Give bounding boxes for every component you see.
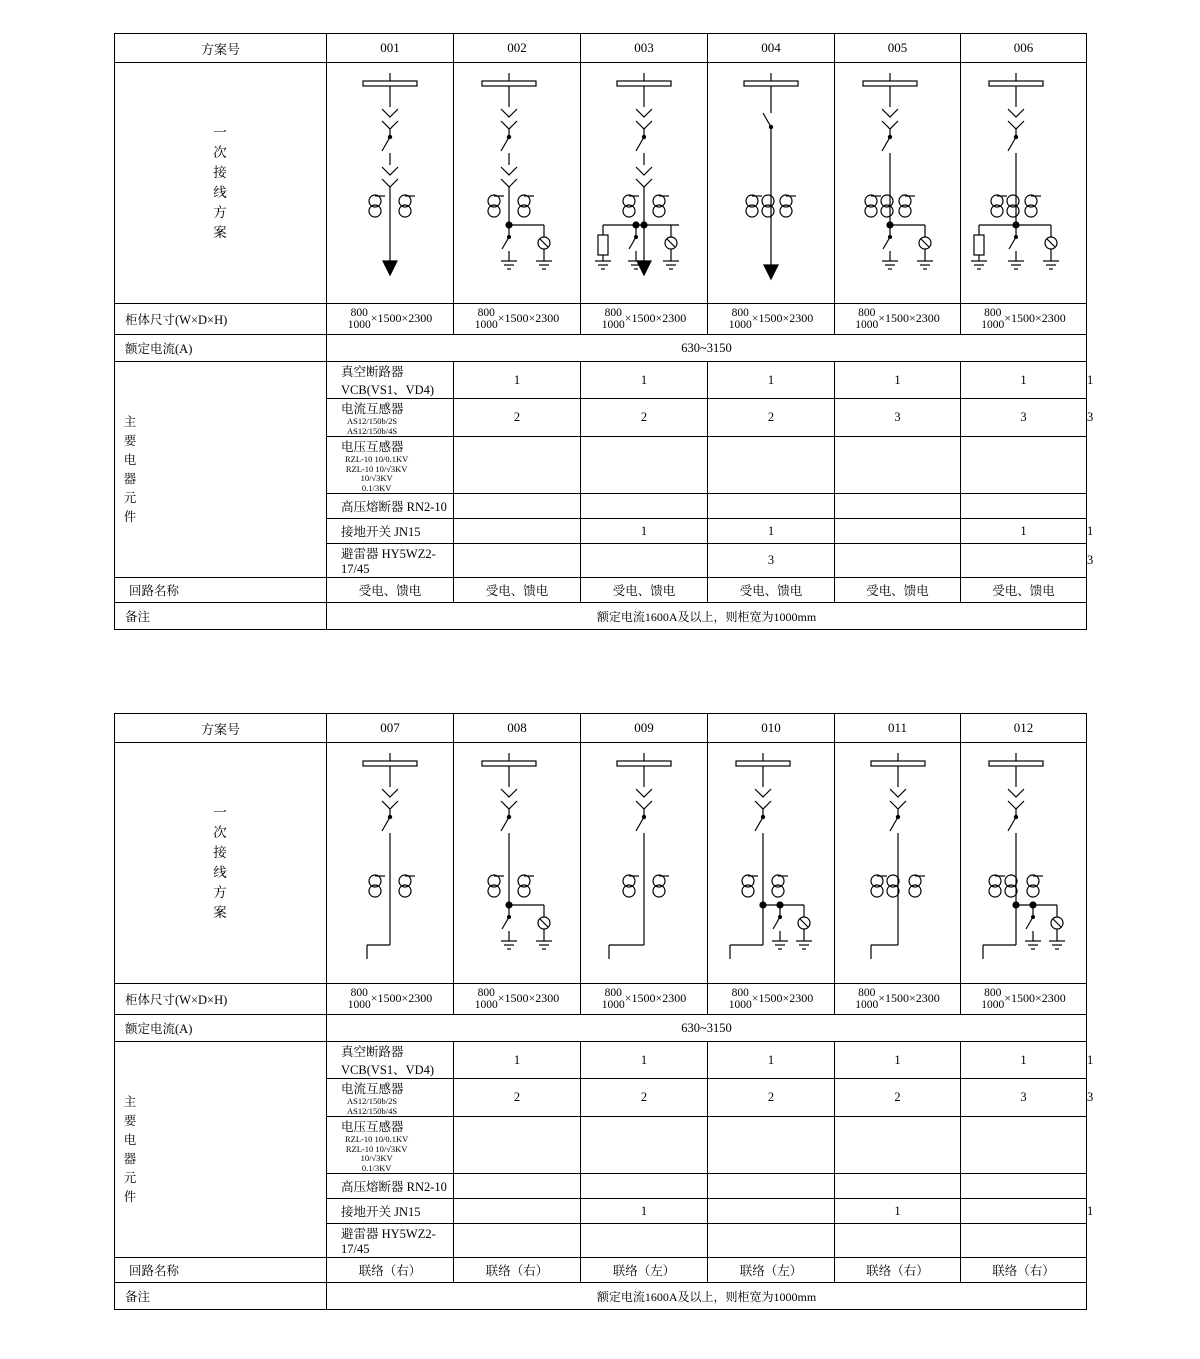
- component-value: [581, 437, 708, 494]
- wiring-diagram-002: [454, 63, 581, 304]
- diagram-label-char: 线: [213, 185, 228, 200]
- size-label: 柜体尺寸(W×D×H): [115, 984, 327, 1015]
- component-value: [454, 494, 581, 519]
- size-value: 800 1000 ×1500×2300: [708, 984, 835, 1015]
- component-name: 真空断路器VCB(VS1、VD4): [327, 1042, 454, 1079]
- table-row-component: 主 要 电 器 元 件 真空断路器VCB(VS1、VD4) 1 1 1 1 1 1: [115, 1042, 1087, 1079]
- component-value: [961, 1199, 1087, 1224]
- circuit-value: 受电、馈电: [581, 578, 708, 603]
- remark-value: 额定电流1600A及以上，则柜宽为1000mm: [327, 603, 1087, 630]
- component-value: [708, 1174, 835, 1199]
- component-value: 2: [835, 1079, 961, 1117]
- circuit-value: 联络（左）: [581, 1258, 708, 1283]
- component-value: [454, 1224, 581, 1258]
- component-value: [961, 437, 1087, 494]
- component-value: 1: [454, 1042, 581, 1079]
- component-value: [961, 1174, 1087, 1199]
- component-value: 1: [835, 1042, 961, 1079]
- circuit-value: 联络（左）: [708, 1258, 835, 1283]
- component-value: [454, 1199, 581, 1224]
- size-label: 柜体尺寸(W×D×H): [115, 304, 327, 335]
- table-row-diagrams: [115, 63, 1087, 304]
- component-value: 1: [835, 1199, 961, 1224]
- component-name: 真空断路器VCB(VS1、VD4): [327, 362, 454, 399]
- circuit-value: 联络（右）: [961, 1258, 1087, 1283]
- table-1: [114, 33, 1094, 630]
- component-value: [454, 519, 581, 544]
- diagram-label-char: 接: [213, 165, 228, 180]
- remark-label: 备注: [115, 603, 327, 630]
- component-value: [835, 519, 961, 544]
- component-value: 3: [961, 399, 1087, 437]
- component-name: 电压互感器RZL-10 10/0.1KV RZL-10 10/√3KV 10/√3KV 0.1/3KV: [327, 1117, 454, 1174]
- table-row: [115, 714, 1087, 743]
- circuit-value: 受电、馈电: [835, 578, 961, 603]
- component-value: [454, 544, 581, 578]
- size-value: 800 1000 ×1500×2300: [708, 304, 835, 335]
- component-value: 1: [581, 1199, 708, 1224]
- size-value: 800 1000 ×1500×2300: [835, 304, 961, 335]
- table-2: [114, 713, 1094, 1310]
- component-value: [835, 494, 961, 519]
- circuit-label: 回路名称: [115, 578, 327, 603]
- component-value: [835, 1117, 961, 1174]
- wiring-diagram-006: [961, 63, 1087, 304]
- scheme-number: 005: [835, 34, 961, 63]
- wiring-diagram-012: [961, 743, 1087, 984]
- component-value: [835, 1224, 961, 1258]
- component-value: 3: [961, 1079, 1087, 1117]
- table-row-remark: [115, 1283, 1087, 1310]
- diagram-label-char: 一: [213, 805, 228, 820]
- diagram-row-label: [115, 63, 327, 304]
- circuit-value: 联络（右）: [835, 1258, 961, 1283]
- diagram-label-char: 案: [213, 225, 228, 240]
- component-value: [835, 1174, 961, 1199]
- wiring-diagram-001: [327, 63, 454, 304]
- component-name: 高压熔断器 RN2-10: [327, 494, 454, 519]
- scheme-number: 002: [454, 34, 581, 63]
- size-value: 800 1000 ×1500×2300: [835, 984, 961, 1015]
- table-row-size: [115, 304, 1087, 335]
- current-value: 630~3150: [327, 1015, 1087, 1042]
- current-label: 额定电流(A): [115, 335, 327, 362]
- component-name: 接地开关 JN15: [327, 1199, 454, 1224]
- wiring-diagram-010: [708, 743, 835, 984]
- component-value: [581, 1224, 708, 1258]
- table-row-component: 电流互感器AS12/150b/2S AS12/150b/4S 2 2 2 2 3 3: [115, 1079, 1087, 1117]
- component-name: 电压互感器RZL-10 10/0.1KV RZL-10 10/√3KV 10/√3KV 0.1/3KV: [327, 437, 454, 494]
- component-value: [835, 544, 961, 578]
- component-value: 1: [581, 519, 708, 544]
- size-value: 800 1000 ×1500×2300: [581, 304, 708, 335]
- scheme-number: 010: [708, 714, 835, 743]
- component-value: 3: [708, 544, 835, 578]
- wiring-diagram-007: [327, 743, 454, 984]
- size-value: 800 1000 ×1500×2300: [961, 984, 1087, 1015]
- diagram-label-char: 接: [213, 845, 228, 860]
- diagram-label-char: 次: [213, 145, 228, 160]
- scheme-number: 003: [581, 34, 708, 63]
- diagram-label-char: 线: [213, 865, 228, 880]
- component-value: [708, 494, 835, 519]
- component-value: 1: [835, 362, 961, 399]
- component-value: [961, 1224, 1087, 1258]
- circuit-label: 回路名称: [115, 1258, 327, 1283]
- component-value: [454, 1117, 581, 1174]
- main-components-label: 主 要 电 器 元 件: [115, 1042, 327, 1258]
- component-value: [454, 437, 581, 494]
- wiring-diagram-008: [454, 743, 581, 984]
- table-row-size: [115, 984, 1087, 1015]
- component-value: 1: [961, 1042, 1087, 1079]
- scheme-table-1: [114, 33, 1094, 630]
- component-value: 2: [581, 399, 708, 437]
- circuit-value: 联络（右）: [327, 1258, 454, 1283]
- size-value: 800 1000 ×1500×2300: [961, 304, 1087, 335]
- component-value: [581, 494, 708, 519]
- circuit-value: 受电、馈电: [708, 578, 835, 603]
- scheme-number: 012: [961, 714, 1087, 743]
- scheme-number: 009: [581, 714, 708, 743]
- current-label: 额定电流(A): [115, 1015, 327, 1042]
- component-value: [961, 494, 1087, 519]
- wiring-diagram-005: [835, 63, 961, 304]
- component-name: 电流互感器AS12/150b/2S AS12/150b/4S: [327, 1079, 454, 1117]
- component-value: [708, 1199, 835, 1224]
- table-row-current: [115, 335, 1087, 362]
- remark-label: 备注: [115, 1283, 327, 1310]
- wiring-diagram-011: [835, 743, 961, 984]
- diagram-label-char: 方: [213, 885, 228, 900]
- table-row-remark: [115, 603, 1087, 630]
- component-name: 高压熔断器 RN2-10: [327, 1174, 454, 1199]
- component-value: [708, 1117, 835, 1174]
- component-name: 接地开关 JN15: [327, 519, 454, 544]
- table-row: [115, 34, 1087, 63]
- table-row-component: 接地开关 JN15 1 1 1: [115, 1199, 1087, 1224]
- diagram-row-label: [115, 743, 327, 984]
- component-value: 1: [961, 362, 1087, 399]
- table-row-current: [115, 1015, 1087, 1042]
- component-value: [961, 544, 1087, 578]
- component-value: 2: [454, 399, 581, 437]
- diagram-label-char: 案: [213, 905, 228, 920]
- component-value: [961, 1117, 1087, 1174]
- current-value: 630~3150: [327, 335, 1087, 362]
- circuit-value: 受电、馈电: [961, 578, 1087, 603]
- component-value: 1: [708, 1042, 835, 1079]
- main-components-label: 主 要 电 器 元 件: [115, 362, 327, 578]
- component-value: 1: [708, 362, 835, 399]
- component-value: 2: [581, 1079, 708, 1117]
- circuit-value: 受电、馈电: [327, 578, 454, 603]
- component-value: [581, 1117, 708, 1174]
- circuit-value: 受电、馈电: [454, 578, 581, 603]
- size-value: 800 1000 ×1500×2300: [327, 984, 454, 1015]
- table-row-component: 电流互感器AS12/150b/2S AS12/150b/4S 2 2 2 3 3 3: [115, 399, 1087, 437]
- component-value: 2: [454, 1079, 581, 1117]
- component-name: 避雷器 HY5WZ2-17/45: [327, 544, 454, 578]
- table-row-circuit: [115, 1258, 1087, 1283]
- component-value: [581, 1174, 708, 1199]
- scheme-number: 001: [327, 34, 454, 63]
- scheme-table-2: [114, 713, 1094, 1310]
- scheme-number: 004: [708, 34, 835, 63]
- header-scheme-label: 方案号: [115, 34, 327, 63]
- component-value: 1: [581, 1042, 708, 1079]
- component-value: [454, 1174, 581, 1199]
- table-row-component: 接地开关 JN15 1 1 1 1: [115, 519, 1087, 544]
- component-value: 3: [835, 399, 961, 437]
- table-row-circuit: [115, 578, 1087, 603]
- wiring-diagram-004: [708, 63, 835, 304]
- size-value: 800 1000 ×1500×2300: [581, 984, 708, 1015]
- circuit-value: 联络（右）: [454, 1258, 581, 1283]
- remark-value: 额定电流1600A及以上，则柜宽为1000mm: [327, 1283, 1087, 1310]
- component-value: 1: [961, 519, 1087, 544]
- diagram-label-char: 次: [213, 825, 228, 840]
- scheme-number: 006: [961, 34, 1087, 63]
- component-value: 1: [454, 362, 581, 399]
- scheme-number: 011: [835, 714, 961, 743]
- component-name: 电流互感器AS12/150b/2S AS12/150b/4S: [327, 399, 454, 437]
- diagram-label-char: 方: [213, 205, 228, 220]
- component-value: [835, 437, 961, 494]
- size-value: 800 1000 ×1500×2300: [327, 304, 454, 335]
- table-row-diagrams: [115, 743, 1087, 984]
- wiring-diagram-009: [581, 743, 708, 984]
- table-row-component: 避雷器 HY5WZ2-17/45 3 3: [115, 544, 1087, 578]
- size-value: 800 1000 ×1500×2300: [454, 304, 581, 335]
- component-value: 2: [708, 399, 835, 437]
- scheme-number: 008: [454, 714, 581, 743]
- component-value: [708, 1224, 835, 1258]
- component-value: 1: [581, 362, 708, 399]
- header-scheme-label: 方案号: [115, 714, 327, 743]
- size-value: 800 1000 ×1500×2300: [454, 984, 581, 1015]
- component-value: 2: [708, 1079, 835, 1117]
- component-value: [581, 544, 708, 578]
- table-row-component: 主 要 电 器 元 件 真空断路器VCB(VS1、VD4) 1 1 1 1 1 1: [115, 362, 1087, 399]
- component-name: 避雷器 HY5WZ2-17/45: [327, 1224, 454, 1258]
- scheme-number: 007: [327, 714, 454, 743]
- diagram-label-char: 一: [213, 125, 228, 140]
- component-value: [708, 437, 835, 494]
- component-value: 1: [708, 519, 835, 544]
- wiring-diagram-003: [581, 63, 708, 304]
